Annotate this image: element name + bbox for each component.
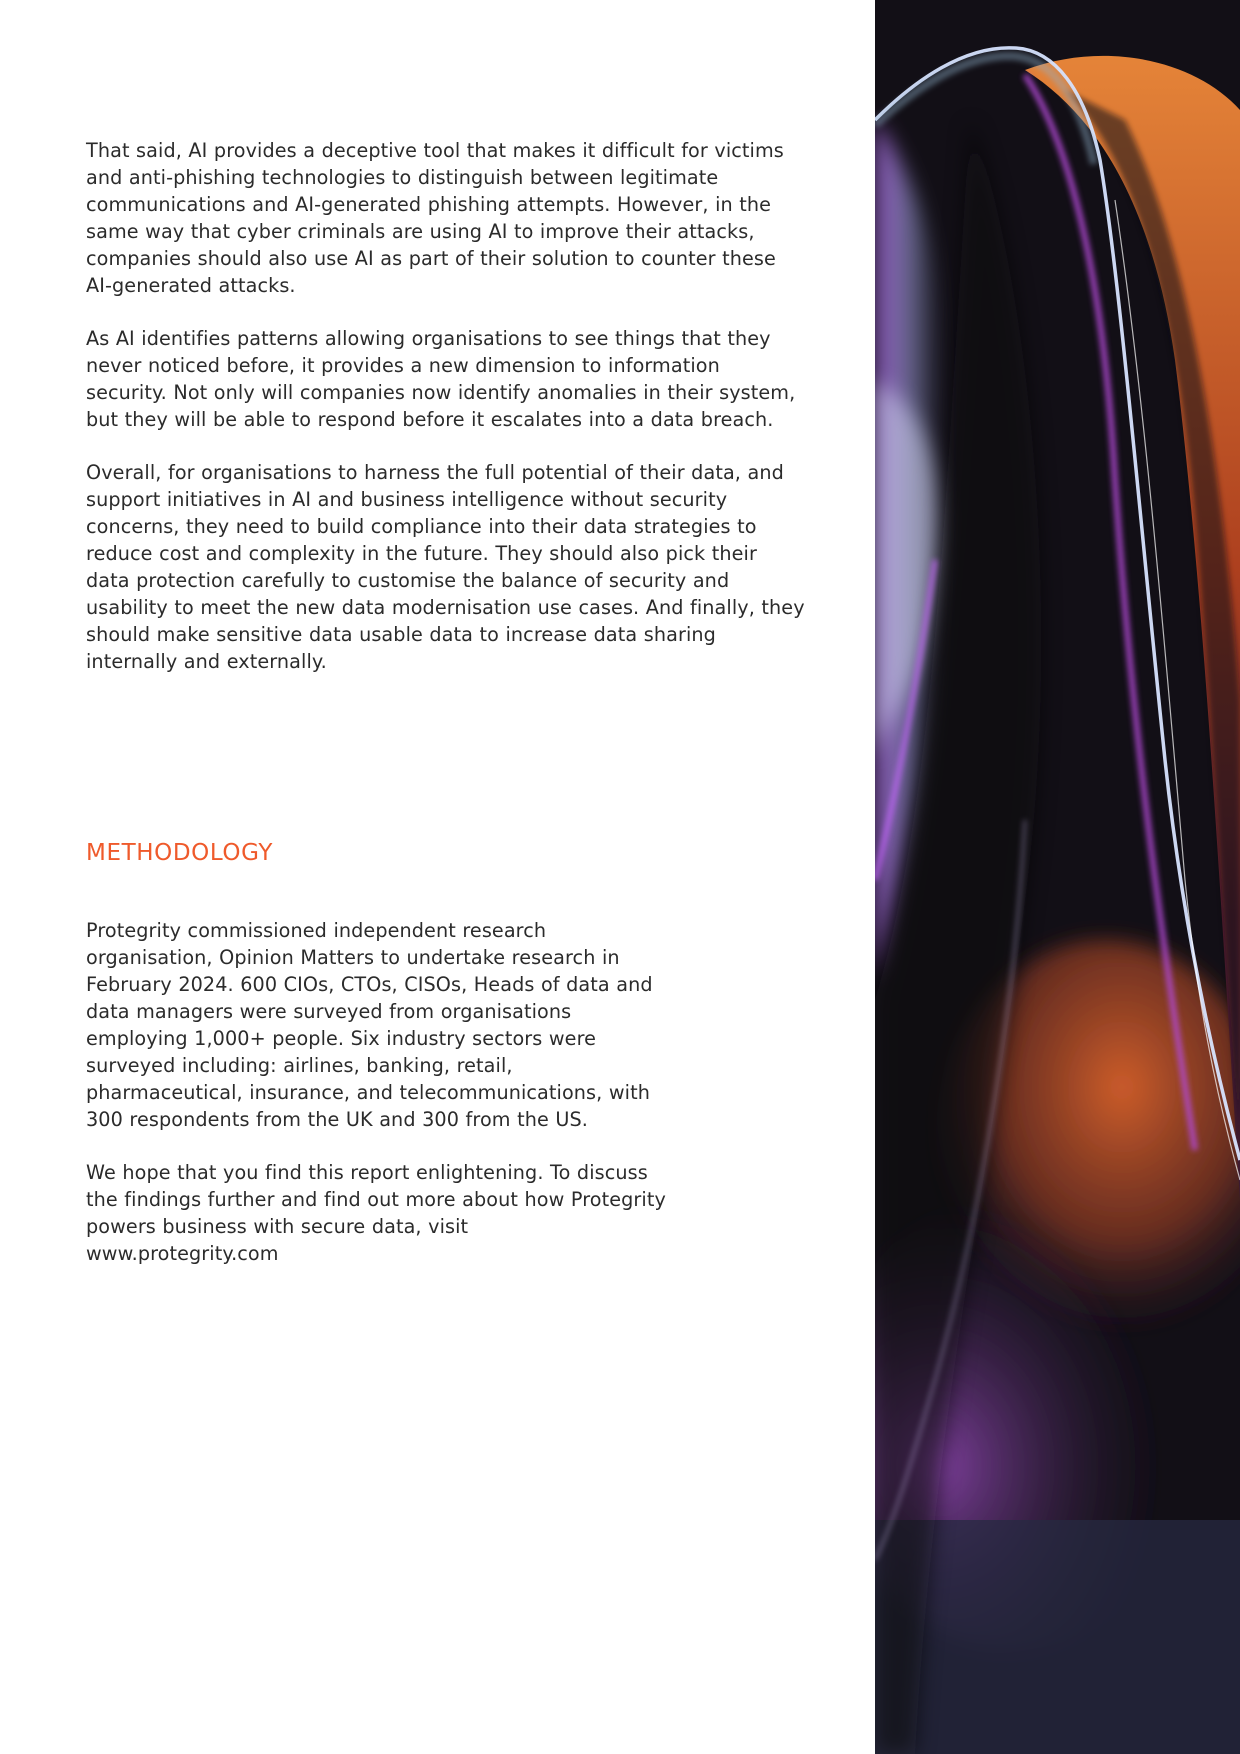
- methodology-paragraph-2: We hope that you find this report enlightening. To discuss the findings further and find out more about how Protegrity powers business with secure data, visit www.protegrity.com: [86, 1161, 666, 1265]
- decorative-abstract-image: [875, 0, 1240, 1754]
- intro-paragraph-3: Overall, for organisations to harness the full potential of their data, and support initiatives in AI and business intelligence without security concerns, they need to build compliance into their data strategies to reduce cost and complexity in the future. They should also pick their data protection carefully to customise the balance of security and usability to meet the new data modernisation use cases. And finally, they should make sensitive data usable data to increase data sharing internally and externally.: [86, 461, 805, 673]
- methodology-paragraph-1: Protegrity commissioned independent research organisation, Opinion Matters to undertake research in February 2024. 600 CIOs, CTOs, CISOs, Heads of data and data managers were surveyed from organisations employing 1,000+ people. Six industry sectors were surveyed including: airlines, banking, retail, pharmaceutical, insurance, and telecommunications, with 300 respondents from the UK and 300 from the US.: [86, 919, 653, 1131]
- abstract-waves-graphic: [875, 0, 1240, 1754]
- methodology-heading: METHODOLOGY: [86, 840, 274, 866]
- intro-paragraph-2: As AI identifies patterns allowing organisations to see things that they never noticed before, it provides a new dimension to information security. Not only will companies now identify anomalies in their system, but they will be able to respond before it escalates into a data breach.: [86, 327, 796, 431]
- intro-section: [86, 137, 806, 701]
- intro-paragraph-1: That said, AI provides a deceptive tool that makes it difficult for victims and anti-phishing technologies to distinguish between legitimate communications and AI-generated phishing attempts. However, in the same way that cyber criminals are using AI to improve their attacks, companies should also use AI as part of their solution to counter these AI-generated attacks.: [86, 139, 784, 297]
- methodology-section: [86, 917, 666, 1293]
